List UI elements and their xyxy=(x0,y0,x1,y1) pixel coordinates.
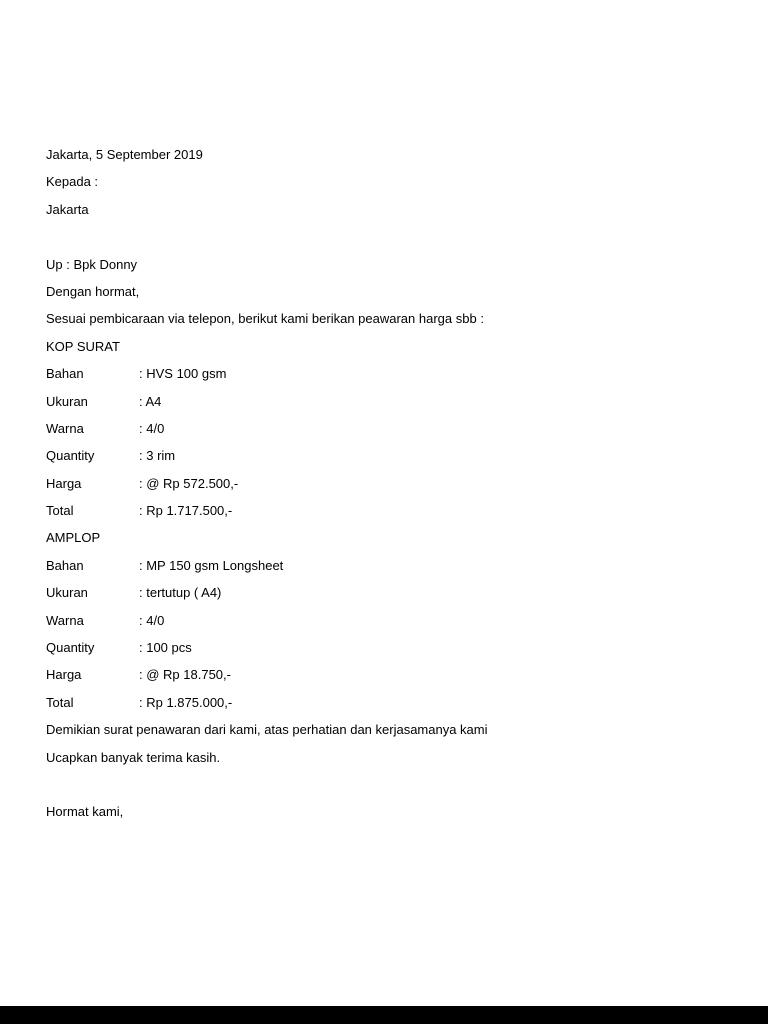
intro-paragraph: Sesuai pembicaraan via telepon, berikut kami berikan peawaran harga sbb : xyxy=(46,311,484,327)
spec-value: : HVS 100 gsm xyxy=(139,366,227,382)
sign-off: Hormat kami, xyxy=(46,804,124,820)
spec-value: : 100 pcs xyxy=(139,640,192,656)
spec-row xyxy=(46,661,726,688)
spec-value: : A4 xyxy=(139,393,162,409)
spec-row xyxy=(46,689,726,716)
viewer-bottom-bar xyxy=(0,1006,768,1024)
closing-line-2: Ucapkan banyak terima kasih. xyxy=(46,749,221,765)
spec-row xyxy=(46,497,726,524)
spec-label: Bahan xyxy=(46,366,84,382)
spec-row xyxy=(46,607,726,634)
spec-label: Warna xyxy=(46,612,84,628)
spec-label: Total xyxy=(46,503,74,519)
attention-line: Up : Bpk Donny xyxy=(46,256,138,272)
spec-label: Bahan xyxy=(46,557,84,573)
blank-line xyxy=(46,771,726,798)
spec-row xyxy=(46,388,726,415)
spec-label: Warna xyxy=(46,420,84,436)
spec-row xyxy=(46,442,726,469)
spec-row xyxy=(46,579,726,606)
spec-value: : @ Rp 18.750,- xyxy=(139,667,231,683)
spec-row xyxy=(46,634,726,661)
spec-value: : 4/0 xyxy=(139,420,165,436)
closing-line-1: Demikian surat penawaran dari kami, atas perhatian dan kerjasamanya kami xyxy=(46,722,488,738)
spec-row xyxy=(46,470,726,497)
spec-label: Total xyxy=(46,694,74,710)
spec-row xyxy=(46,360,726,387)
recipient-label: Kepada : xyxy=(46,174,99,190)
spec-label: Quantity xyxy=(46,640,95,656)
recipient-city: Jakarta xyxy=(46,201,89,217)
blank-line xyxy=(46,223,726,250)
section-title-kop-surat: KOP SURAT xyxy=(46,338,120,354)
spec-row xyxy=(46,415,726,442)
date-line: Jakarta, 5 September 2019 xyxy=(46,147,203,162)
letter-body xyxy=(46,141,726,826)
spec-label: Harga xyxy=(46,667,82,683)
spec-value: : Rp 1.875.000,- xyxy=(139,694,233,710)
spec-label: Ukuran xyxy=(46,393,88,409)
greeting: Dengan hormat, xyxy=(46,283,140,299)
spec-value: : 3 rim xyxy=(139,448,176,464)
spec-label: Quantity xyxy=(46,448,95,464)
spec-label: Ukuran xyxy=(46,585,88,601)
spec-value: : @ Rp 572.500,- xyxy=(139,475,239,491)
spec-label: Harga xyxy=(46,475,82,491)
spec-row xyxy=(46,552,726,579)
spec-value: : MP 150 gsm Longsheet xyxy=(139,557,284,573)
spec-value: : tertutup ( A4) xyxy=(139,585,222,601)
section-title-amplop: AMPLOP xyxy=(46,530,101,546)
spec-value: : 4/0 xyxy=(139,612,165,628)
spec-value: : Rp 1.717.500,- xyxy=(139,503,233,519)
